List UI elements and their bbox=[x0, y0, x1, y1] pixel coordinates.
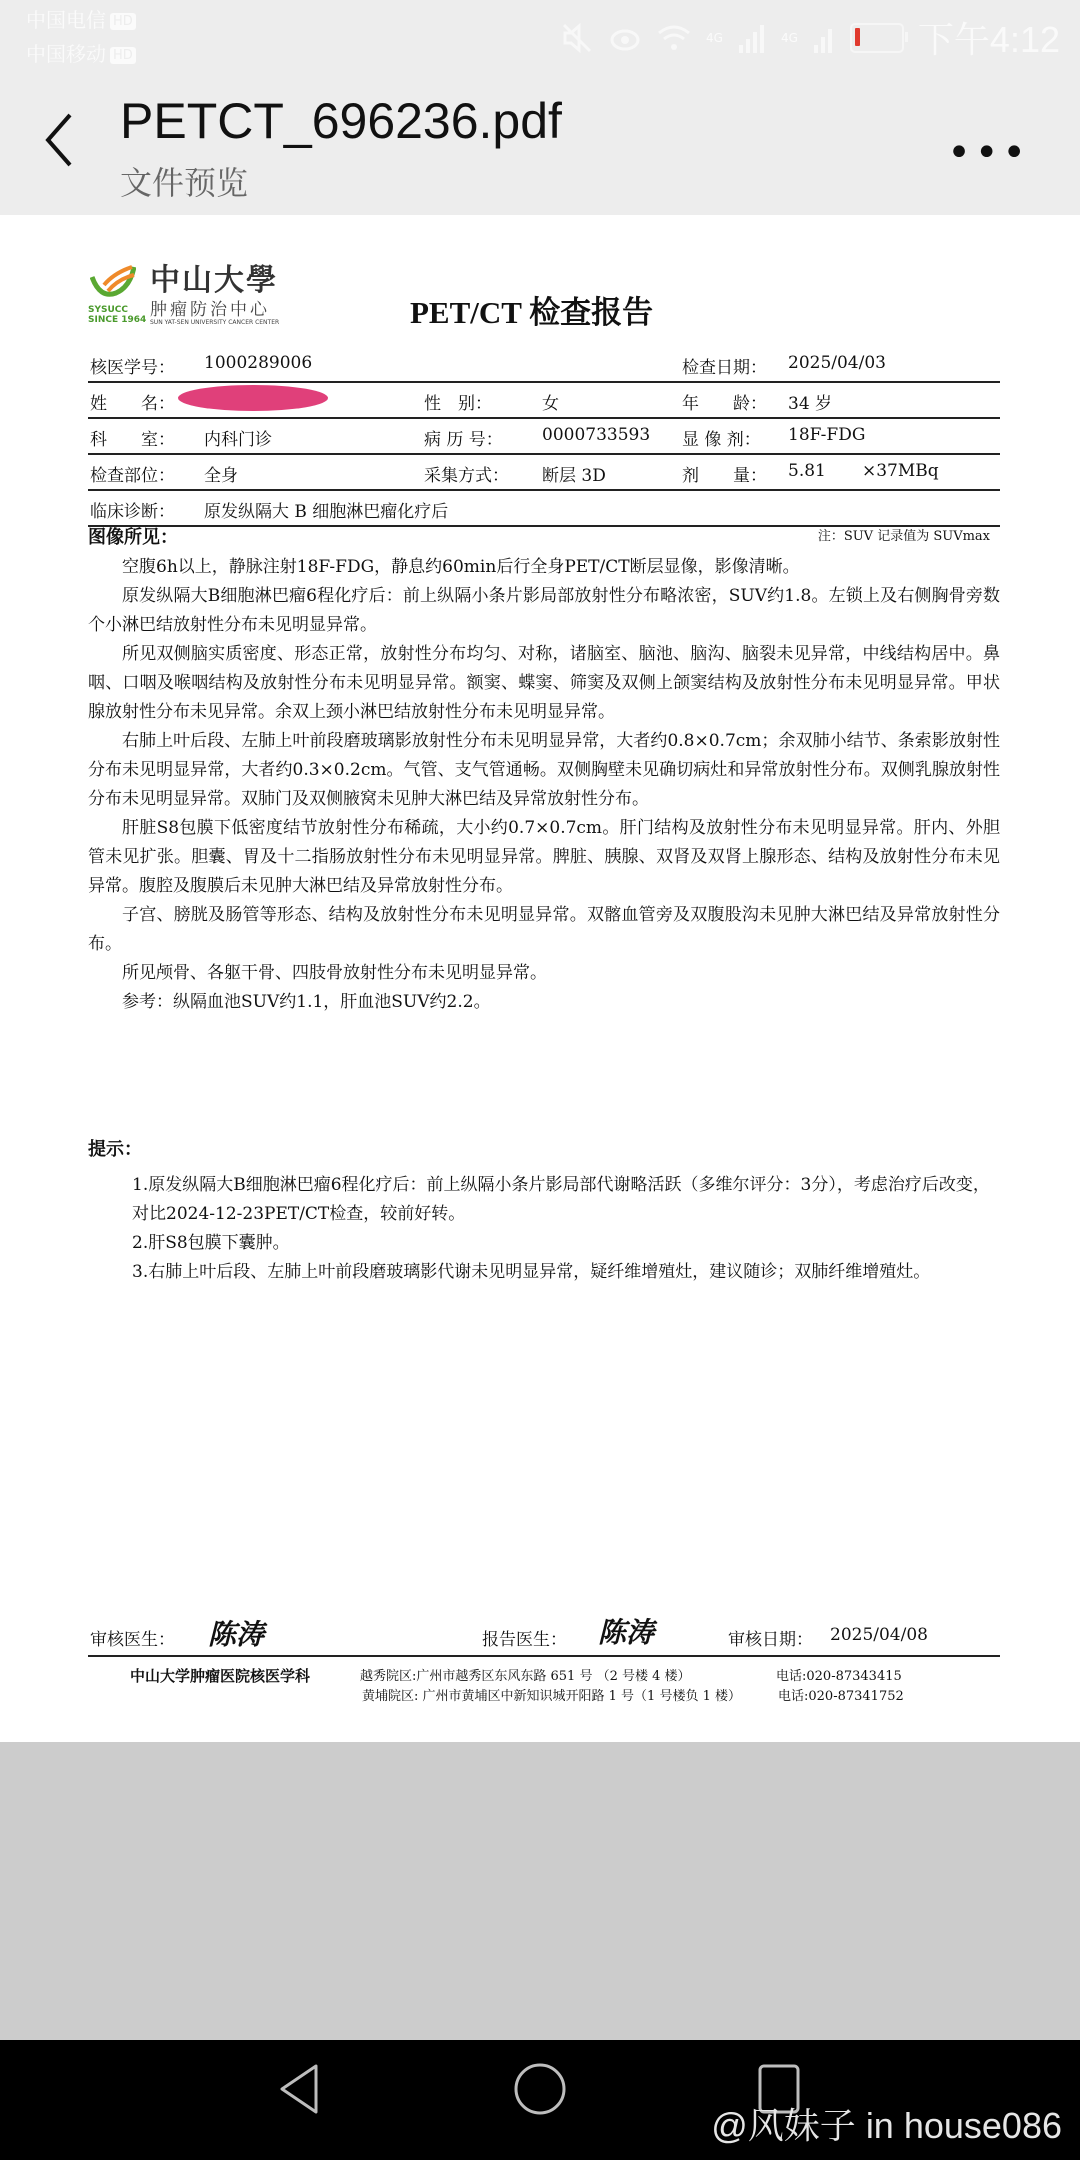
carrier-2 bbox=[26, 38, 136, 67]
mode-label: 采集方式： bbox=[424, 466, 509, 486]
logo-mark-icon bbox=[90, 263, 136, 303]
info-row bbox=[88, 491, 1000, 527]
carrier-2-label: 中国移动 bbox=[26, 42, 106, 66]
logo-abbr: SYSUCC SINCE 1964 bbox=[88, 305, 147, 325]
network-1-label: 4G bbox=[706, 30, 723, 45]
findings-section bbox=[88, 523, 1000, 1017]
file-subtitle: 文件预览 bbox=[120, 164, 249, 202]
hd-badge: HD bbox=[110, 13, 136, 30]
nuclear-id-value: 1000289006 bbox=[204, 353, 313, 373]
reporter-label: 报告医生： bbox=[482, 1630, 567, 1650]
reporter-signature: 陈涛 bbox=[598, 1616, 655, 1649]
hint-item: 2.肝S8包膜下囊肿。 bbox=[132, 1233, 290, 1253]
name-redaction bbox=[178, 385, 328, 411]
site-label: 检查部位： bbox=[90, 466, 175, 486]
address-1: 越秀院区:广州市越秀区东风东路 651 号 （2 号楼 4 楼） bbox=[360, 1669, 691, 1684]
suv-note: 注：SUV 记录值为 SUVmax bbox=[817, 529, 990, 544]
pdf-page[interactable] bbox=[0, 215, 1080, 1742]
address-2: 黄埔院区: 广州市黄埔区中新知识城开阳路 1 号（1 号楼负 1 楼） bbox=[362, 1689, 741, 1704]
patient-info-table bbox=[88, 347, 1000, 527]
finding-paragraph: 子宫、膀胱及肠管等形态、结构及放射性分布未见明显异常。双髂血管旁及双腹股沟未见肿大淋巴结及异常放射性分布。 bbox=[88, 905, 1000, 954]
signal-icon bbox=[737, 21, 767, 55]
review-date-label: 审核日期： bbox=[728, 1630, 813, 1650]
exam-date-value: 2025/04/03 bbox=[788, 353, 886, 373]
exam-date-label: 检查日期： bbox=[682, 358, 767, 378]
nuclear-id-label: 核医学号： bbox=[90, 358, 175, 378]
carrier-1-label: 中国电信 bbox=[26, 8, 106, 32]
hint-item: 3.右肺上叶后段、左肺上叶前段磨玻璃影代谢未见明显异常，疑纤维增殖灶，建议随诊；双肺纤维增殖灶。 bbox=[132, 1262, 931, 1282]
sex-value: 女 bbox=[542, 394, 559, 414]
diagnosis-label: 临床诊断： bbox=[90, 502, 175, 522]
dose-label: 剂 量： bbox=[682, 466, 767, 486]
dose-unit: ×37MBq bbox=[862, 461, 939, 481]
hint-item: 1.原发纵隔大B细胞淋巴瘤6程化疗后：前上纵隔小条片影局部代谢略活跃（多维尔评分：3分），考虑治疗后改变，对比2024-12-23PET/CT检查，较前好转。 bbox=[132, 1175, 990, 1224]
app-header bbox=[0, 70, 1080, 215]
logo-cn-sub: 肿瘤防治中心 bbox=[150, 300, 270, 320]
nav-home-icon[interactable] bbox=[512, 2062, 568, 2116]
logo-en-name: SUN YAT-SEN UNIVERSITY CANCER CENTER bbox=[150, 319, 280, 326]
diagnosis-value: 原发纵隔大 B 细胞淋巴瘤化疗后 bbox=[204, 502, 449, 522]
findings-heading: 图像所见： bbox=[88, 527, 178, 548]
age-label: 年 龄： bbox=[682, 394, 767, 414]
battery-icon bbox=[850, 23, 904, 53]
dept-value: 内科门诊 bbox=[204, 430, 272, 450]
agent-value: 18F-FDG bbox=[788, 425, 866, 445]
record-label: 病 历 号： bbox=[424, 430, 503, 450]
finding-paragraph: 所见双侧脑实质密度、形态正常，放射性分布均匀、对称，诸脑室、脑池、脑沟、脑裂未见异常，中线结构居中。鼻咽、口咽及喉咽结构及放射性分布未见明显异常。额窦、蝶窦、筛窦及双侧上颌窦结构及放射性分布未见明显异常。甲状腺放射性分布未见异常。余双上颈小淋巴结放射性分布未见明显异常。 bbox=[88, 644, 1000, 722]
info-row bbox=[88, 383, 1000, 419]
more-options-button[interactable]: ••• bbox=[947, 130, 1030, 176]
info-row bbox=[88, 347, 1000, 383]
finding-paragraph: 参考：纵隔血池SUV约1.1，肝血池SUV约2.2。 bbox=[122, 992, 491, 1012]
signature-row bbox=[88, 1615, 1000, 1657]
findings-body bbox=[88, 553, 1000, 1017]
nav-back-icon[interactable] bbox=[276, 2062, 322, 2116]
mute-icon bbox=[560, 21, 594, 55]
finding-paragraph: 原发纵隔大B细胞淋巴瘤6程化疗后：前上纵隔小条片影局部放射性分布略浓密，SUV约1.8。左锁上及右侧胸骨旁数个小淋巴结放射性分布未见明显异常。 bbox=[88, 586, 1000, 635]
age-value: 34 岁 bbox=[788, 394, 833, 414]
system-nav-bar bbox=[0, 2040, 1080, 2160]
sysucc-logo bbox=[88, 255, 288, 327]
status-bar bbox=[0, 0, 1080, 70]
hints-section bbox=[88, 1135, 1000, 1287]
file-title: PETCT_696236.pdf bbox=[120, 93, 562, 149]
agent-label: 显 像 剂： bbox=[682, 430, 761, 450]
network-2-label: 4G bbox=[780, 30, 798, 45]
site-value: 全身 bbox=[204, 466, 238, 486]
dept-label: 科 室： bbox=[90, 430, 175, 450]
finding-paragraph: 右肺上叶后段、左肺上叶前段磨玻璃影放射性分布未见明显异常，大者约0.8×0.7cm；余双肺小结节、条索影放射性分布未见明显异常，大者约0.3×0.2cm。气管、支气管通畅。双侧胸壁未见确切病灶和异常放射性分布。双侧乳腺放射性分布未见明显异常。双肺门及双侧腋窝未见肿大淋巴结及异常放射性分布。 bbox=[88, 731, 1000, 809]
carrier-1 bbox=[26, 4, 136, 33]
finding-paragraph: 肝脏S8包膜下低密度结节放射性分布稀疏，大小约0.7×0.7cm。肝门结构及放射性分布未见明显异常。肝内、外胆管未见扩张。胆囊、胃及十二指肠放射性分布未见明显异常。脾脏、胰腺、双肾及双肾上腺形态、结构及放射性分布未见异常。腹腔及腹膜后未见肿大淋巴结及异常放射性分布。 bbox=[88, 818, 1000, 896]
finding-paragraph: 空腹6h以上，静脉注射18F-FDG，静息约60min后行全身PET/CT断层显像，影像清晰。 bbox=[122, 557, 800, 577]
status-icons bbox=[560, 12, 1060, 63]
watermark: @风妹子 in house086 bbox=[711, 2105, 1062, 2146]
info-row bbox=[88, 455, 1000, 491]
wifi-icon bbox=[656, 21, 692, 55]
sex-label: 性 别： bbox=[424, 394, 492, 414]
info-row bbox=[88, 419, 1000, 455]
hints-body bbox=[88, 1171, 1000, 1287]
reviewer-label: 审核医生： bbox=[90, 1630, 175, 1650]
report-title: PET/CT 检查报告 bbox=[410, 295, 654, 330]
record-value: 0000733593 bbox=[542, 425, 651, 445]
hd-badge: HD bbox=[110, 47, 136, 64]
signal-icon bbox=[812, 21, 836, 55]
logo-cn-name: 中山大學 bbox=[150, 263, 278, 298]
hospital-dept: 中山大学肿瘤医院核医学科 bbox=[130, 1667, 311, 1685]
review-date-value: 2025/04/08 bbox=[830, 1625, 928, 1645]
clock: 下午4:12 bbox=[917, 19, 1060, 60]
finding-paragraph: 所见颅骨、各躯干骨、四肢骨放射性分布未见明显异常。 bbox=[122, 963, 547, 983]
hints-heading: 提示： bbox=[88, 1139, 142, 1160]
reviewer-signature: 陈涛 bbox=[208, 1618, 265, 1651]
mode-value: 断层 3D bbox=[542, 466, 606, 486]
eye-comfort-icon bbox=[608, 21, 642, 55]
phone-1: 电话:020-87343415 bbox=[776, 1669, 902, 1684]
chevron-left-icon back-button[interactable] bbox=[40, 110, 80, 170]
phone-2: 电话:020-87341752 bbox=[778, 1689, 904, 1704]
dose-value: 5.81 bbox=[788, 461, 826, 481]
name-label: 姓 名： bbox=[90, 394, 175, 414]
